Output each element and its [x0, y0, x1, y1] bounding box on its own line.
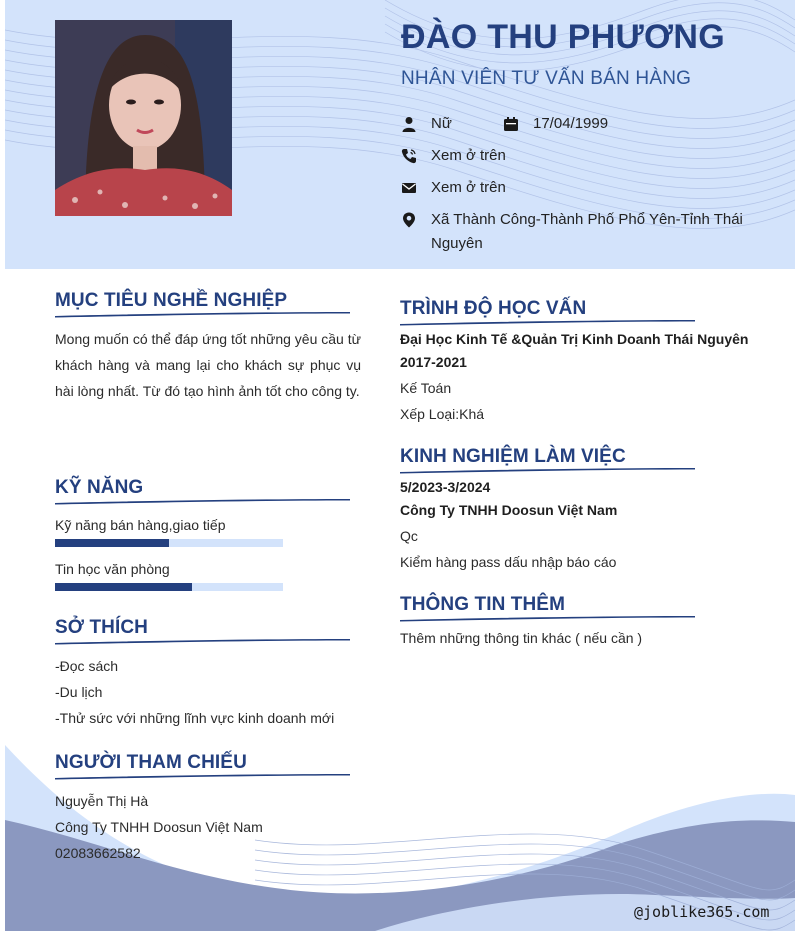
envelope-icon: [401, 180, 417, 196]
hobby-item: -Đọc sách: [55, 658, 119, 674]
phone-icon: [401, 148, 417, 164]
gender-row: [401, 115, 452, 136]
skill-bar: [55, 583, 283, 591]
address-line-2: Nguyên: [431, 235, 483, 252]
reference-name: Nguyễn Thị Hà: [55, 793, 149, 809]
reference-phone: 02083662582: [55, 845, 141, 861]
extra-underline: [400, 614, 695, 622]
candidate-name: ĐÀO THU PHƯƠNG: [401, 18, 725, 56]
education-period: 2017-2021: [400, 354, 467, 370]
email-value: Xem ở trên: [431, 179, 506, 196]
education-title: TRÌNH ĐỘ HỌC VẤN: [400, 298, 587, 319]
map-pin-icon: [401, 212, 417, 228]
calendar-icon: [503, 116, 519, 132]
address-row: [401, 211, 771, 256]
skill-label: Kỹ năng bán hàng,giao tiếp: [55, 517, 226, 533]
birthday-row: [503, 115, 608, 136]
hobbies-title: SỞ THÍCH: [55, 617, 149, 638]
experience-period: 5/2023-3/2024: [400, 479, 491, 495]
skill-bar-fill: [55, 539, 169, 547]
profile-photo: [55, 20, 232, 216]
experience-company: Công Ty TNHH Doosun Việt Nam: [400, 502, 618, 518]
job-title: NHÂN VIÊN TƯ VẤN BÁN HÀNG: [401, 68, 692, 89]
hobbies-underline: [55, 637, 350, 645]
skill-label: Tin học văn phòng: [55, 561, 170, 577]
phone-row: [401, 147, 506, 168]
watermark-text: @joblike365.com: [634, 903, 770, 921]
references-underline: [55, 772, 350, 780]
hobby-item: -Thử sức với những lĩnh vực kinh doanh mới: [55, 710, 335, 726]
skills-title: KỸ NĂNG: [55, 477, 144, 498]
extra-title: THÔNG TIN THÊM: [400, 594, 565, 615]
education-grade: Xếp Loại:Khá: [400, 406, 485, 422]
address-line-1: Xã Thành Công-Thành Phố Phổ Yên-Tỉnh Thái: [431, 211, 743, 228]
gender-value: Nữ: [431, 115, 452, 132]
birthday-value: 17/04/1999: [533, 115, 609, 132]
experience-position: Qc: [400, 528, 418, 544]
experience-description: Kiểm hàng pass dấu nhập báo cáo: [400, 554, 617, 570]
skills-underline: [55, 497, 350, 505]
user-icon: [401, 116, 417, 132]
cv-page: [5, 0, 795, 931]
experience-title: KINH NGHIỆM LÀM VIỆC: [400, 446, 626, 467]
education-school: Đại Học Kinh Tế &Quản Trị Kinh Doanh Thái Nguyên: [400, 331, 749, 347]
objective-underline: [55, 310, 350, 318]
experience-underline: [400, 466, 695, 474]
objective-text: Mong muốn có thể đáp ứng tốt những yêu cầu từ khách hàng và mang lại cho khách sự phục vụ hài lòng nhất. Từ đó tạo hình ảnh tốt cho công ty.: [55, 331, 361, 399]
extra-text: Thêm những thông tin khác ( nếu cần ): [400, 630, 643, 646]
hobby-item: -Du lịch: [55, 684, 103, 700]
address-value: [431, 208, 743, 256]
education-underline: [400, 318, 695, 326]
references-title: NGƯỜI THAM CHIẾU: [55, 752, 247, 773]
skill-bar-fill: [55, 583, 192, 591]
skill-bar: [55, 539, 283, 547]
objective-title: MỤC TIÊU NGHỀ NGHIỆP: [55, 290, 288, 311]
header-band: [5, 0, 795, 269]
phone-value: Xem ở trên: [431, 147, 506, 164]
reference-company: Công Ty TNHH Doosun Việt Nam: [55, 819, 263, 835]
education-major: Kế Toán: [400, 380, 452, 396]
email-row: [401, 179, 506, 200]
